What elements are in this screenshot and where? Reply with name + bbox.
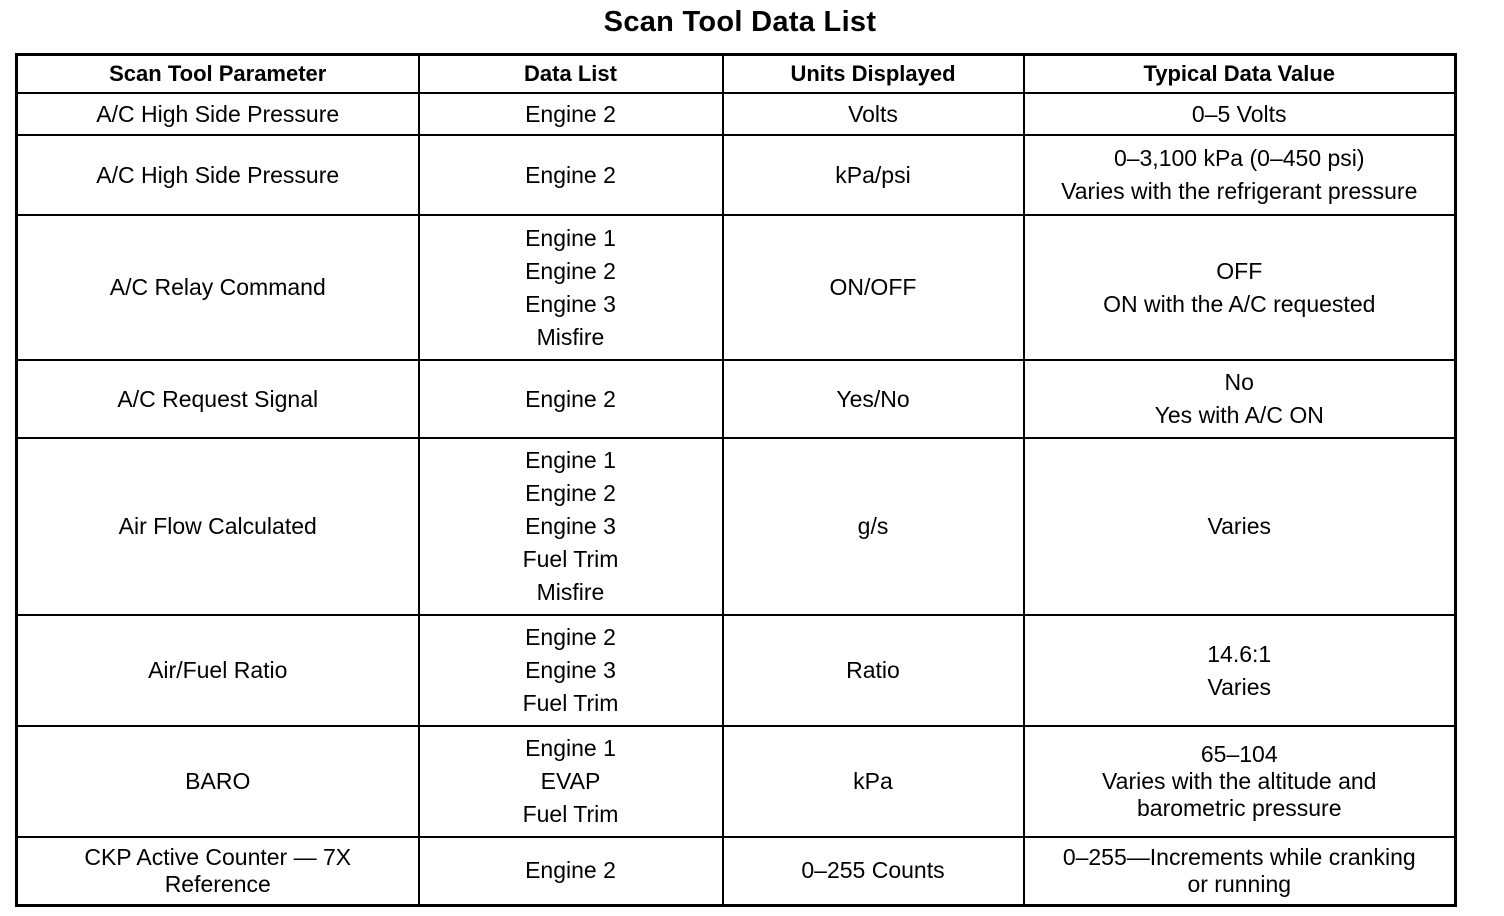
typical-value-text: Varies [1207, 513, 1271, 539]
table-row [17, 215, 1456, 360]
data-list-cell [419, 360, 723, 438]
typical-value-text: 0–5 Volts [1191, 100, 1287, 127]
typical-value-cell [1024, 215, 1456, 360]
units-text: Yes/No [836, 385, 910, 412]
units-text: kPa [853, 768, 893, 794]
table-row [17, 360, 1456, 438]
typical-value-cell [1024, 135, 1456, 215]
scan-tool-data-table [15, 53, 1457, 907]
data-list-text: Engine 3 [525, 657, 616, 683]
units-cell [723, 438, 1024, 615]
parameter-text: CKP Active Counter — 7X [84, 843, 352, 870]
parameter-text: Reference [164, 870, 271, 897]
data-list-text: Engine 2 [525, 624, 616, 650]
typical-value-text: barometric pressure [1136, 795, 1342, 821]
typical-value-text: Yes with A/C ON [1154, 402, 1324, 428]
data-list-text: EVAP [540, 768, 601, 794]
table-row [17, 726, 1456, 837]
parameter-text: Air/Fuel Ratio [148, 657, 288, 683]
data-list-text: Engine 2 [525, 857, 616, 884]
table-row [17, 438, 1456, 615]
data-list-text: Fuel Trim [522, 801, 619, 827]
header-units-displayed: Units Displayed [723, 55, 1024, 94]
typical-value-text: 0–3,100 kPa (0–450 psi) [1113, 145, 1365, 171]
parameter-text: A/C High Side Pressure [96, 161, 340, 188]
typical-value-cell [1024, 360, 1456, 438]
data-list-cell [419, 837, 723, 905]
typical-value-cell [1024, 438, 1456, 615]
data-list-text: Fuel Trim [522, 546, 619, 572]
units-cell [723, 135, 1024, 215]
parameter-text: A/C Relay Command [109, 274, 326, 300]
units-cell [723, 615, 1024, 726]
page-title: Scan Tool Data List [603, 6, 877, 38]
typical-value-text: OFF [1216, 257, 1263, 284]
parameter-text: Air Flow Calculated [118, 513, 317, 539]
table-row [17, 615, 1456, 726]
typical-value-text: or running [1187, 870, 1292, 897]
typical-value-text: ON with the A/C requested [1103, 290, 1376, 317]
parameter-text: A/C Request Signal [117, 385, 319, 412]
typical-value-text: Varies with the refrigerant pressure [1061, 178, 1418, 204]
typical-value-text: 65–104 [1200, 741, 1278, 767]
data-list-text: Fuel Trim [522, 690, 619, 716]
data-list-text: Engine 2 [525, 480, 616, 506]
data-list-cell [419, 726, 723, 837]
parameter-cell [17, 360, 419, 438]
parameter-cell [17, 93, 419, 135]
units-cell [723, 215, 1024, 360]
units-cell [723, 360, 1024, 438]
data-list-text: Misfire [536, 579, 605, 605]
units-text: ON/OFF [829, 274, 917, 300]
units-text: kPa/psi [835, 161, 911, 188]
parameter-cell [17, 135, 419, 215]
data-list-text: Engine 1 [525, 447, 616, 473]
data-list-cell [419, 438, 723, 615]
units-text: Ratio [846, 657, 900, 683]
typical-value-text: Varies [1207, 673, 1271, 700]
data-list-text: Engine 2 [525, 385, 616, 412]
header-scan-tool-parameter: Scan Tool Parameter [17, 55, 419, 94]
table-row [17, 135, 1456, 215]
typical-value-cell [1024, 93, 1456, 135]
parameter-cell [17, 215, 419, 360]
data-list-text: Engine 2 [525, 100, 616, 127]
data-list-text: Engine 3 [525, 290, 616, 317]
table-row [17, 837, 1456, 905]
data-list-cell [419, 215, 723, 360]
units-cell [723, 93, 1024, 135]
typical-value-text: Varies with the altitude and [1102, 768, 1377, 794]
data-list-text: Engine 2 [525, 161, 616, 188]
header-row [17, 55, 1456, 94]
data-list-cell [419, 615, 723, 726]
table-row [17, 93, 1456, 135]
typical-value-cell [1024, 837, 1456, 905]
typical-value-cell [1024, 615, 1456, 726]
parameter-text: A/C High Side Pressure [96, 100, 340, 127]
data-list-text: Misfire [536, 323, 605, 350]
parameter-cell [17, 726, 419, 837]
data-list-text: Engine 1 [525, 735, 616, 761]
typical-value-text: 0–255—Increments while cranking [1062, 843, 1416, 870]
data-list-cell [419, 135, 723, 215]
parameter-text: BARO [185, 768, 251, 794]
header-data-list: Data List [419, 55, 723, 94]
units-text: g/s [857, 513, 889, 539]
typical-value-text: No [1224, 369, 1254, 395]
typical-value-text: 14.6:1 [1207, 640, 1272, 667]
units-cell [723, 837, 1024, 905]
data-list-text: Engine 3 [525, 513, 616, 539]
parameter-cell [17, 615, 419, 726]
data-list-text: Engine 1 [525, 224, 616, 251]
units-text: Volts [848, 100, 898, 127]
data-list-text: Engine 2 [525, 257, 616, 284]
data-list-cell [419, 93, 723, 135]
units-text: 0–255 Counts [801, 857, 945, 884]
typical-value-cell [1024, 726, 1456, 837]
parameter-cell [17, 438, 419, 615]
units-cell [723, 726, 1024, 837]
parameter-cell [17, 837, 419, 905]
header-typical-data-value: Typical Data Value [1024, 55, 1456, 94]
